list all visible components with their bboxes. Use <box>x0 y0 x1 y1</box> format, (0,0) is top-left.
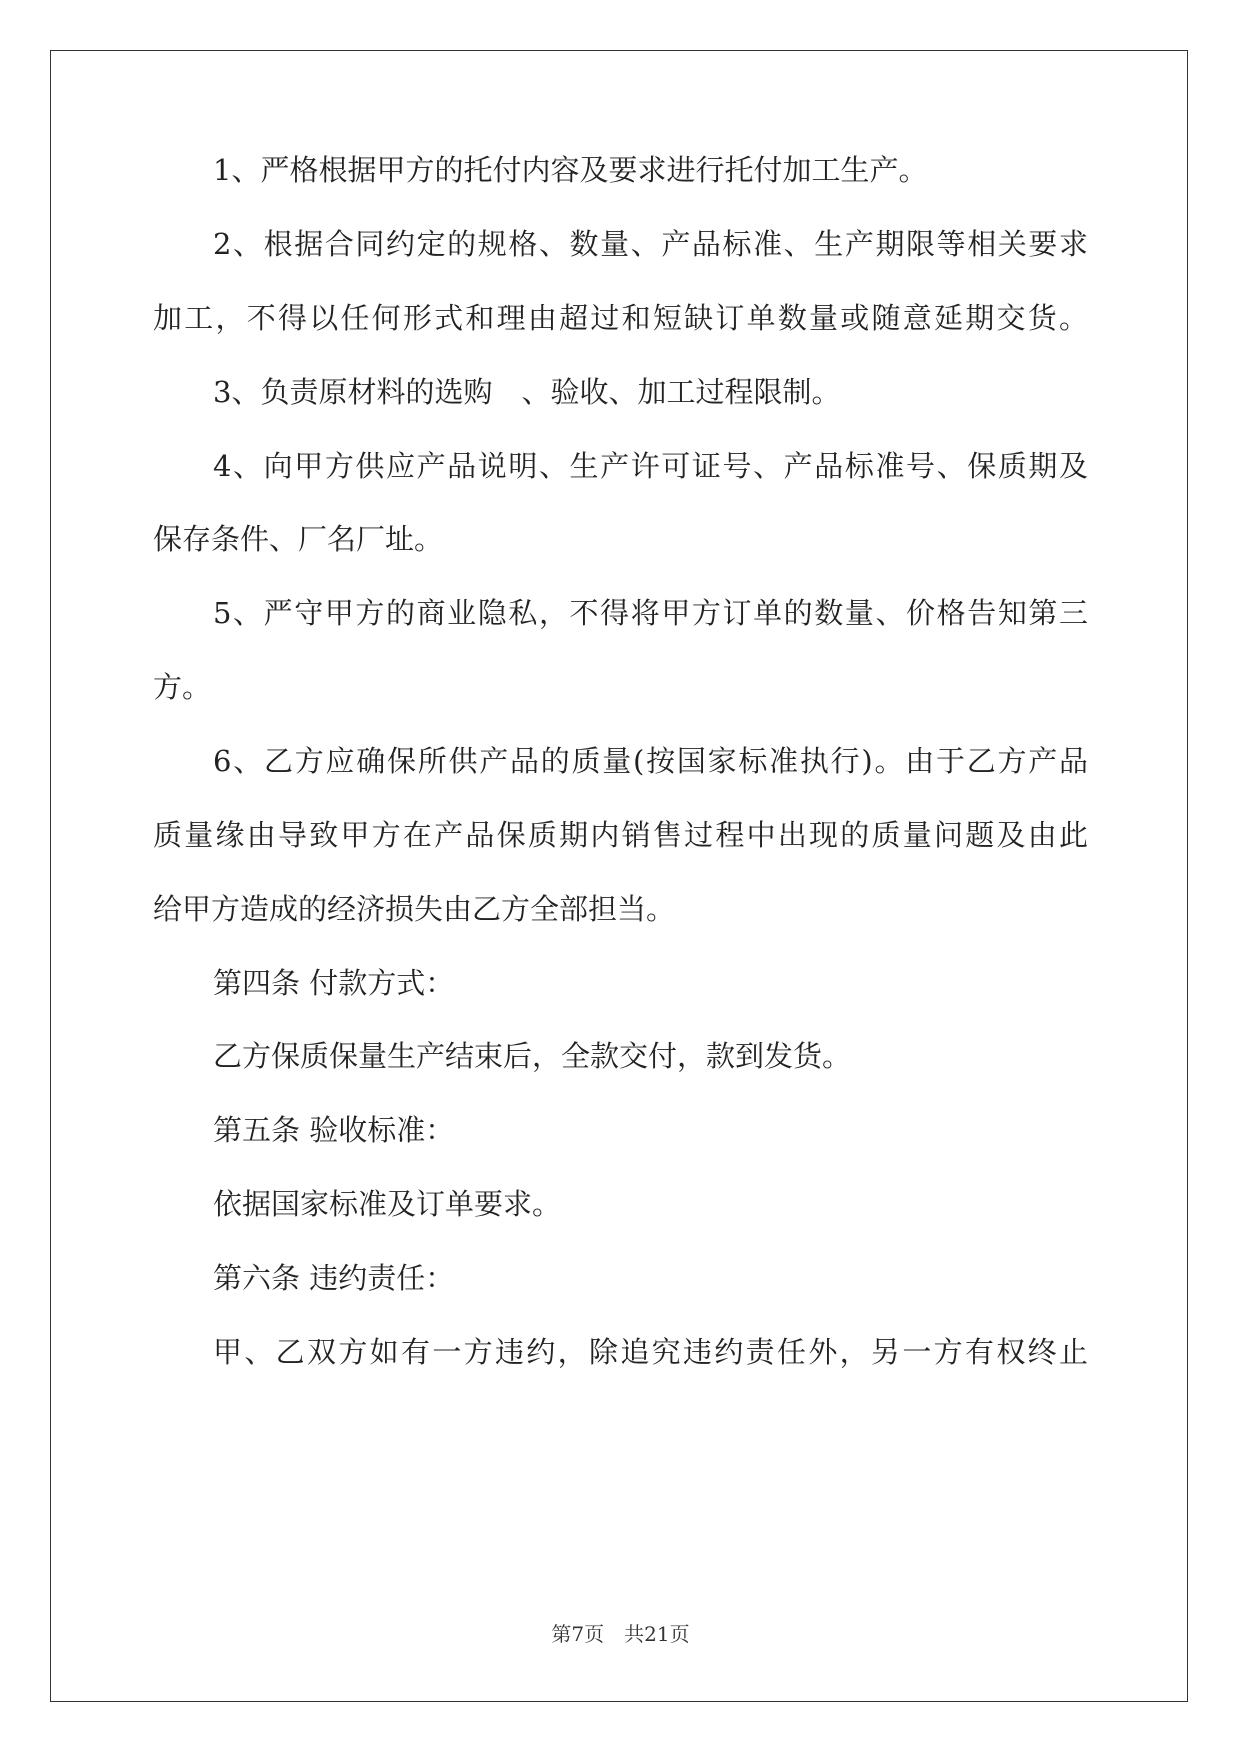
clause-3-line-1: 3、负责原材料的选购 、验收、加工过程限制。 <box>213 375 841 409</box>
clause-4-line-2: 保存条件、厂名厂址。 <box>153 522 444 556</box>
article-5-heading: 第五条 验收标准： <box>213 1113 455 1147</box>
article-6-body-line-1: 甲、乙双方如有一方违约，除追究违约责任外，另一方有权终止 <box>213 1335 1088 1369</box>
page-border <box>50 50 1188 1702</box>
clause-6-line-1: 6、乙方应确保所供产品的质量(按国家标准执行)。由于乙方产品 <box>213 744 1088 778</box>
clause-4-line-1: 4、向甲方供应产品说明、生产许可证号、产品标准号、保质期及 <box>213 449 1088 483</box>
article-4-heading: 第四条 付款方式： <box>213 966 455 1000</box>
clause-2-line-2: 加工，不得以任何形式和理由超过和短缺订单数量或随意延期交货。 <box>153 301 1088 335</box>
clause-2-line-1: 2、根据合同约定的规格、数量、产品标准、生产期限等相关要求 <box>213 227 1088 261</box>
article-6-heading: 第六条 违约责任： <box>213 1261 455 1295</box>
clause-1-line-1: 1、严格根据甲方的托付内容及要求进行托付加工生产。 <box>213 153 928 187</box>
article-5-body: 依据国家标准及订单要求。 <box>213 1187 562 1221</box>
clause-6-line-3: 给甲方造成的经济损失由乙方全部担当。 <box>153 892 676 926</box>
clause-6-line-2: 质量缘由导致甲方在产品保质期内销售过程中出现的质量问题及由此 <box>153 818 1088 852</box>
clause-5-line-2: 方。 <box>153 670 212 704</box>
clause-5-line-1: 5、严守甲方的商业隐私，不得将甲方订单的数量、价格告知第三 <box>213 596 1088 630</box>
article-4-body: 乙方保质保量生产结束后，全款交付，款到发货。 <box>213 1039 852 1073</box>
page-number-footer: 第7页 共21页 <box>551 1622 690 1646</box>
